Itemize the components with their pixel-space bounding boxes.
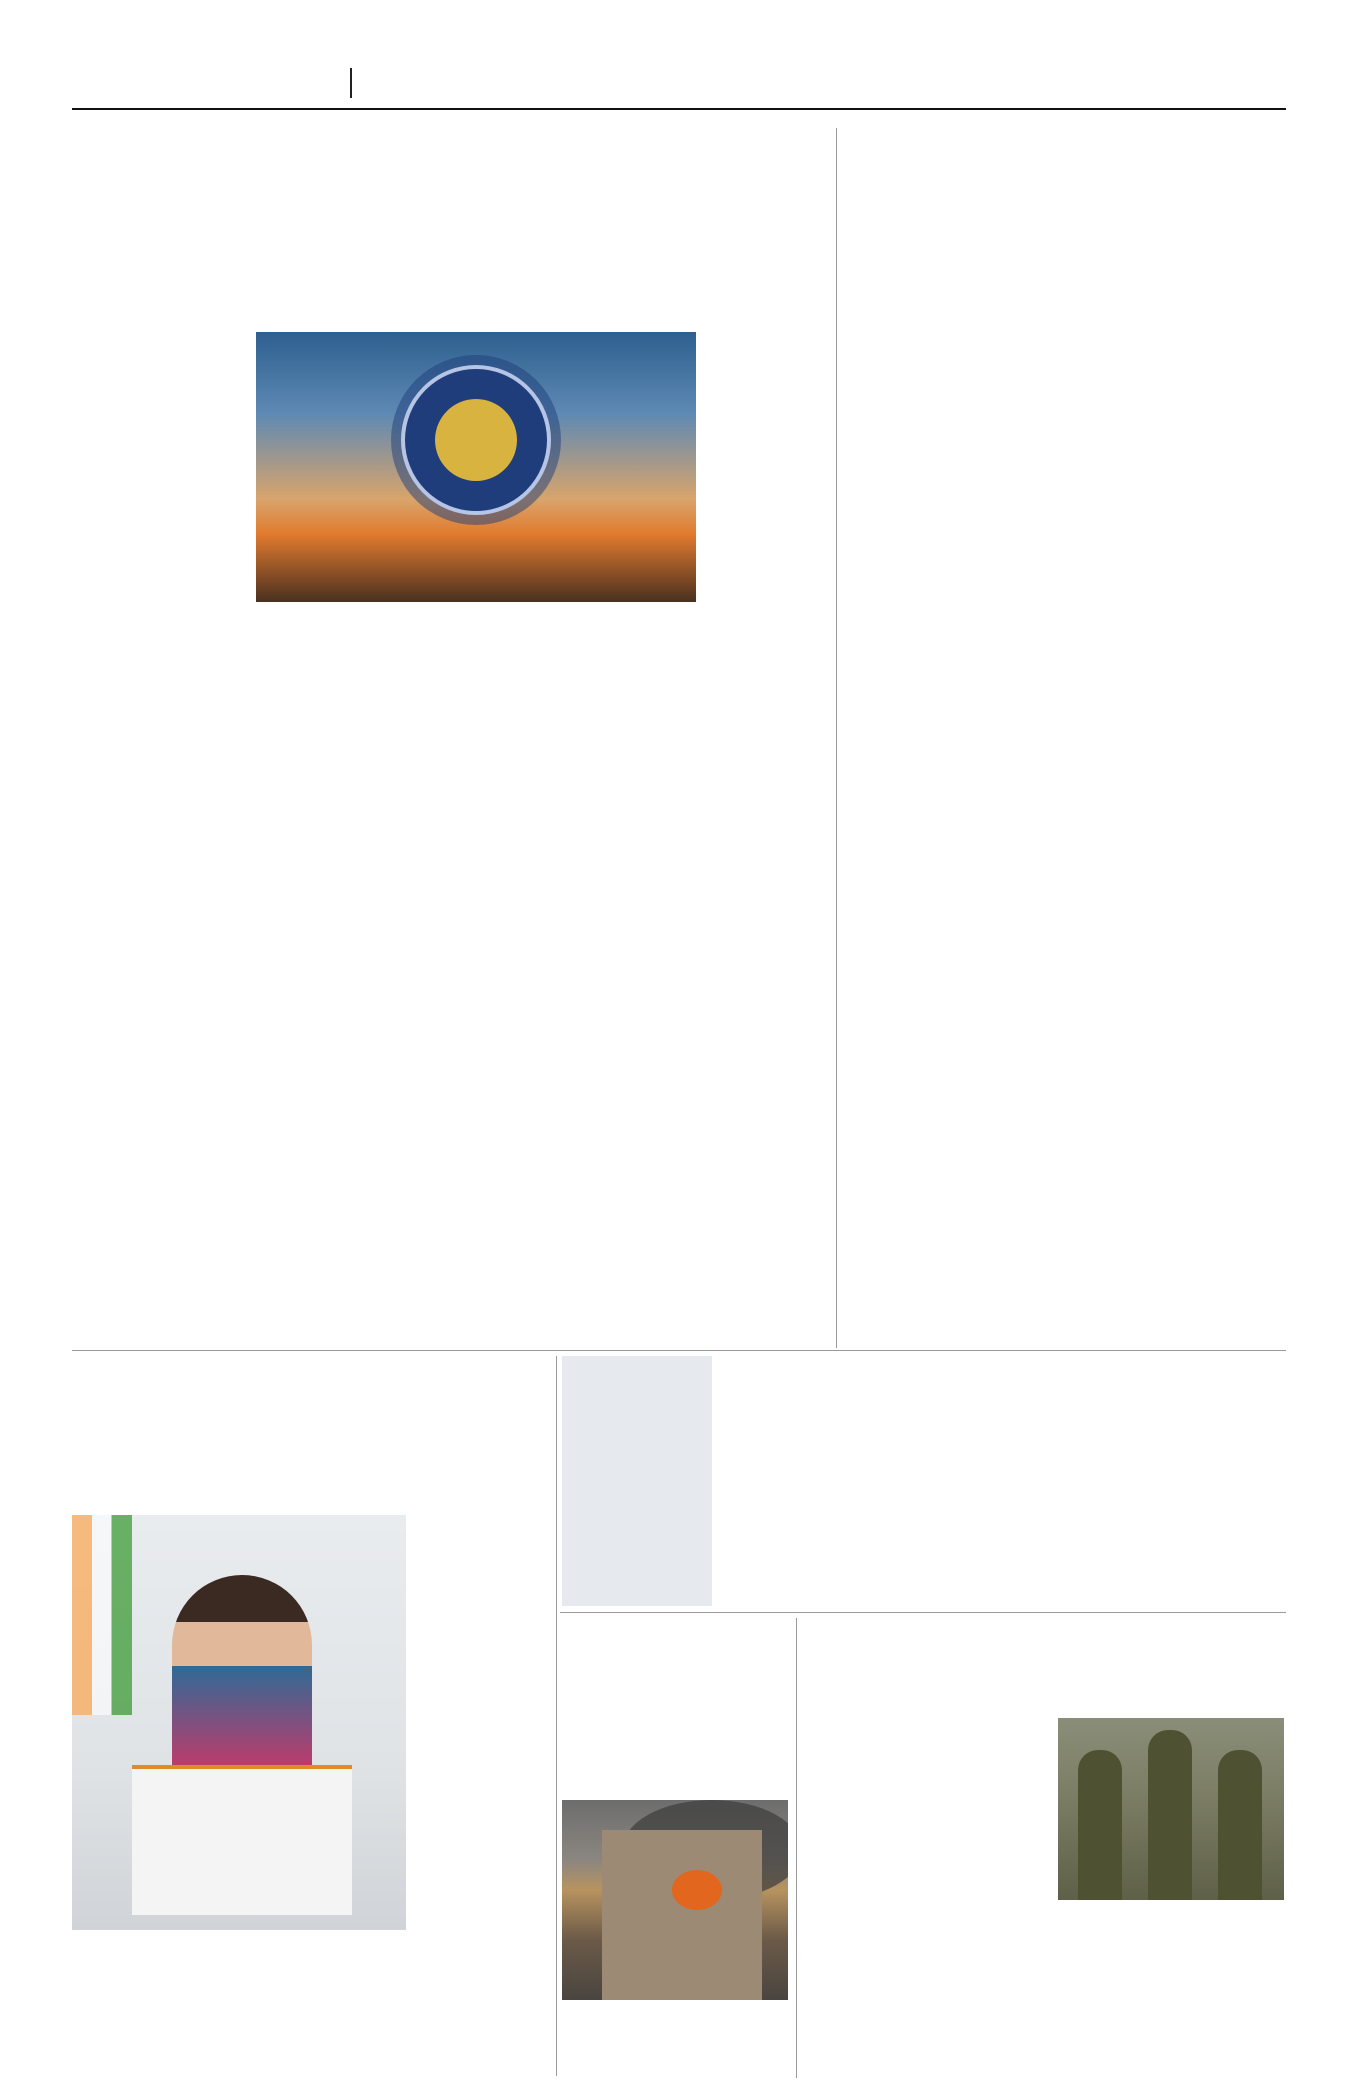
masthead-bar [72,62,1286,110]
story5-intro [562,1728,788,1794]
story1-col4 [572,308,718,1342]
story3-col3 [420,1475,550,2070]
story3-intro [72,1475,242,1507]
story4-col4 [1092,1360,1284,1605]
story4-col1 [570,1482,708,1604]
divider-v-mid [556,1356,557,2076]
story5-body [562,2006,788,2088]
story2-col2 [1080,256,1284,1342]
story1-col1 [72,332,244,1342]
story3-col1 [72,1936,242,2071]
masthead-divider [350,68,352,98]
story4-col2 [720,1360,890,1605]
divider-h-2 [560,1612,1286,1613]
priyanka-gandhi-photo [72,1515,406,1930]
mumbai-attack-photo [562,1800,788,2000]
divider-v-top [836,128,837,1348]
story1-col3 [414,612,560,1342]
story6-col1 [808,1718,1052,2088]
top-rule [72,108,1286,110]
story6-col2 [1058,1906,1284,2088]
story4-col3 [904,1360,1080,1605]
divider-h-1 [72,1350,1286,1351]
iaf-emblem-icon [401,365,551,515]
story3-col1-top [256,1475,406,1507]
story3-col2 [256,1936,406,2071]
story2-col1 [866,256,1066,1342]
divider-v-story5 [796,1618,797,2078]
bsf-soldiers-photo [1058,1718,1284,1900]
story1-col2 [256,612,402,1342]
